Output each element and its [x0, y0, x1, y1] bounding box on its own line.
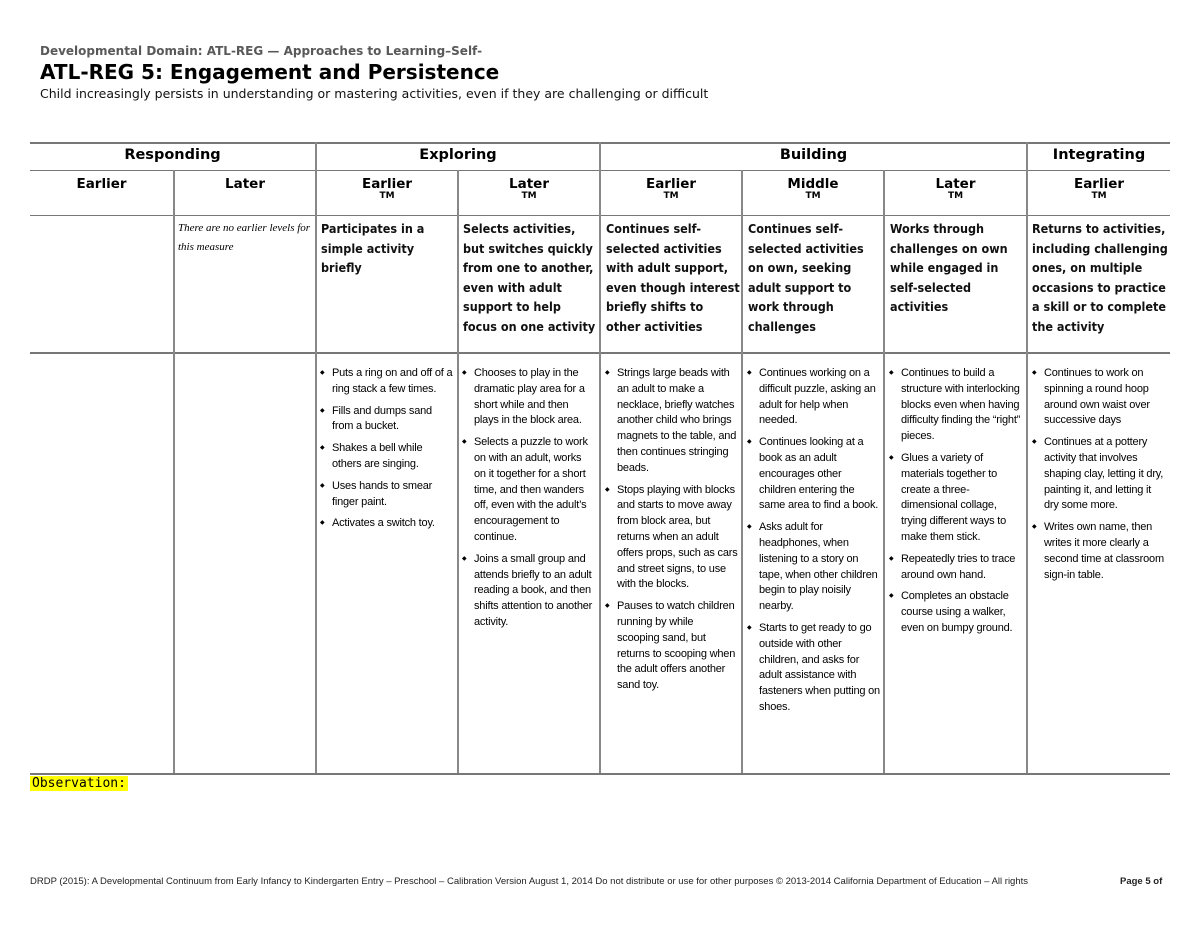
example-item: ◆ Puts a ring on and off of a ring stack a few times.	[320, 366, 453, 398]
example-item: ◆ Starts to get ready to go outside with other children, and asks for adult assistance with fasteners when putting on shoes.	[747, 621, 880, 716]
example-item: ◆ Continues looking at a book as an adult encourages other children entering the same area to find a book.	[747, 435, 880, 514]
trademark-mark: TM	[663, 191, 679, 201]
example-item: ◆ Chooses to play in the dramatic play area for a short while and then plays in the block area.	[462, 366, 595, 429]
observation-label: Observation:	[32, 776, 126, 791]
example-item: ◆ Pauses to watch children running by while scooping sand, but returns to scooping when the adult offers another sand toy.	[605, 599, 738, 694]
example-item: ◆ Shakes a bell while others are singing.	[320, 441, 453, 473]
descriptor-building-earlier: Continues self-selected activities with adult support, even though interest briefly shifts to other activities	[606, 221, 740, 334]
page-number: Page 5 of	[1120, 876, 1163, 887]
level-header-integrating: Integrating	[1052, 147, 1146, 163]
example-item: ◆ Continues working on a difficult puzzle, asking an adult for help when needed.	[747, 366, 880, 429]
descriptor-integrating-earlier: Returns to activities, including challenging ones, on multiple occasions to practice a skill or to complete the activity	[1032, 221, 1168, 334]
example-item: ◆ Asks adult for headphones, when listening to a story on tape, when other children begin to play noisily nearby.	[747, 520, 880, 615]
example-item: ◆ Completes an obstacle course using a walker, even on bumpy ground.	[889, 589, 1022, 636]
trademark-mark: TM	[521, 191, 537, 201]
table-rule	[30, 773, 1170, 775]
page-title: ATL-REG 5: Engagement and Persistence	[40, 60, 500, 84]
examples-building-later	[889, 366, 1022, 643]
example-item: ◆ Joins a small group and attends briefly to an adult reading a book, and then shifts attention to another activity.	[462, 552, 595, 631]
trademark-mark: TM	[1091, 191, 1107, 201]
sublevel-header: Later TM	[885, 177, 1026, 201]
trademark-mark: TM	[947, 191, 964, 201]
sublevel-header: Middle TM	[743, 177, 883, 201]
example-item: ◆ Strings large beads with an adult to make a necklace, briefly watches another child who brings magnets to the table, and then continues stringing beads.	[605, 366, 738, 477]
sublevel-header: Earlier TM	[1028, 177, 1170, 201]
descriptor-exploring-later: Selects activities, but switches quickly from one to another, even with adult support to help focus on one activity	[463, 221, 596, 334]
example-item: ◆ Continues at a pottery activity that involves shaping clay, letting it dry, painting it, and letting it dry some more.	[1032, 435, 1166, 514]
example-item: ◆ Writes own name, then writes it more clearly a second time at classroom sign-in table.	[1032, 520, 1166, 583]
table-rule	[173, 170, 175, 773]
examples-building-middle	[747, 366, 880, 722]
footer-text: DRDP (2015): A Developmental Continuum from Early Infancy to Kindergarten Entry – Preschool – Calibration Version August 1, 2014 Do not distribute or use for other purposes © 2013-2014 California Department of Education – All rights	[30, 876, 1029, 887]
example-item: ◆ Glues a variety of materials together to create a three-dimensional collage, trying different ways to make them stick.	[889, 451, 1022, 546]
table-rule	[599, 142, 601, 773]
no-earlier-levels-note: There are no earlier levels for this measure	[178, 222, 311, 253]
sublevel-header: Earlier	[76, 176, 127, 192]
example-item: ◆ Stops playing with blocks and starts to move away from block area, but returns when an adult offers props, such as cars and street signs, to use with the blocks.	[605, 483, 738, 594]
measure-table	[30, 142, 1170, 775]
table-rule	[883, 170, 885, 773]
example-item: ◆ Continues to work on spinning a round hoop around own waist over successive days	[1032, 366, 1166, 429]
examples-building-earlier	[605, 366, 738, 700]
descriptor-building-later: Works through challenges on own while engaged in self-selected activities	[890, 221, 1008, 314]
level-header-exploring: Exploring	[419, 147, 497, 163]
sublevel-header: Later	[225, 176, 265, 192]
sublevel-header: Earlier TM	[601, 177, 741, 201]
table-rule	[457, 170, 459, 773]
descriptor-building-middle: Continues self-selected activities on own, seeking adult support to work through challenges	[748, 221, 864, 334]
trademark-mark: TM	[805, 191, 821, 201]
example-item: ◆ Fills and dumps sand from a bucket.	[320, 404, 453, 436]
table-rule	[315, 142, 317, 773]
example-item: ◆ Repeatedly tries to trace around own hand.	[889, 552, 1022, 584]
trademark-mark: TM	[379, 191, 395, 201]
level-header-responding: Responding	[124, 147, 221, 163]
examples-exploring-later	[462, 366, 595, 637]
table-rule	[741, 170, 743, 773]
table-rule	[1026, 142, 1028, 773]
examples-exploring-earlier	[320, 366, 453, 538]
example-item: ◆ Selects a puzzle to work on with an adult, works on it together for a short time, and then wanders off, even with the adult’s encouragement to continue.	[462, 435, 595, 546]
descriptor-exploring-earlier: Participates in a simple activity briefly	[321, 221, 425, 275]
examples-integrating-earlier	[1032, 366, 1166, 589]
example-item: ◆ Activates a switch toy.	[320, 516, 453, 532]
sublevel-header: Earlier TM	[317, 177, 457, 201]
page-subtitle: Child increasingly persists in understanding or mastering activities, even if they are challenging or difficult	[40, 86, 709, 101]
example-item: ◆ Continues to build a structure with interlocking blocks even when having difficulty finding the “right” pieces.	[889, 366, 1022, 445]
example-item: ◆ Uses hands to smear finger paint.	[320, 479, 453, 511]
level-header-building: Building	[779, 147, 848, 163]
domain-line: Developmental Domain: ATL-REG — Approaches to Learning–Self-	[40, 44, 483, 58]
sublevel-header: Later TM	[459, 177, 599, 201]
